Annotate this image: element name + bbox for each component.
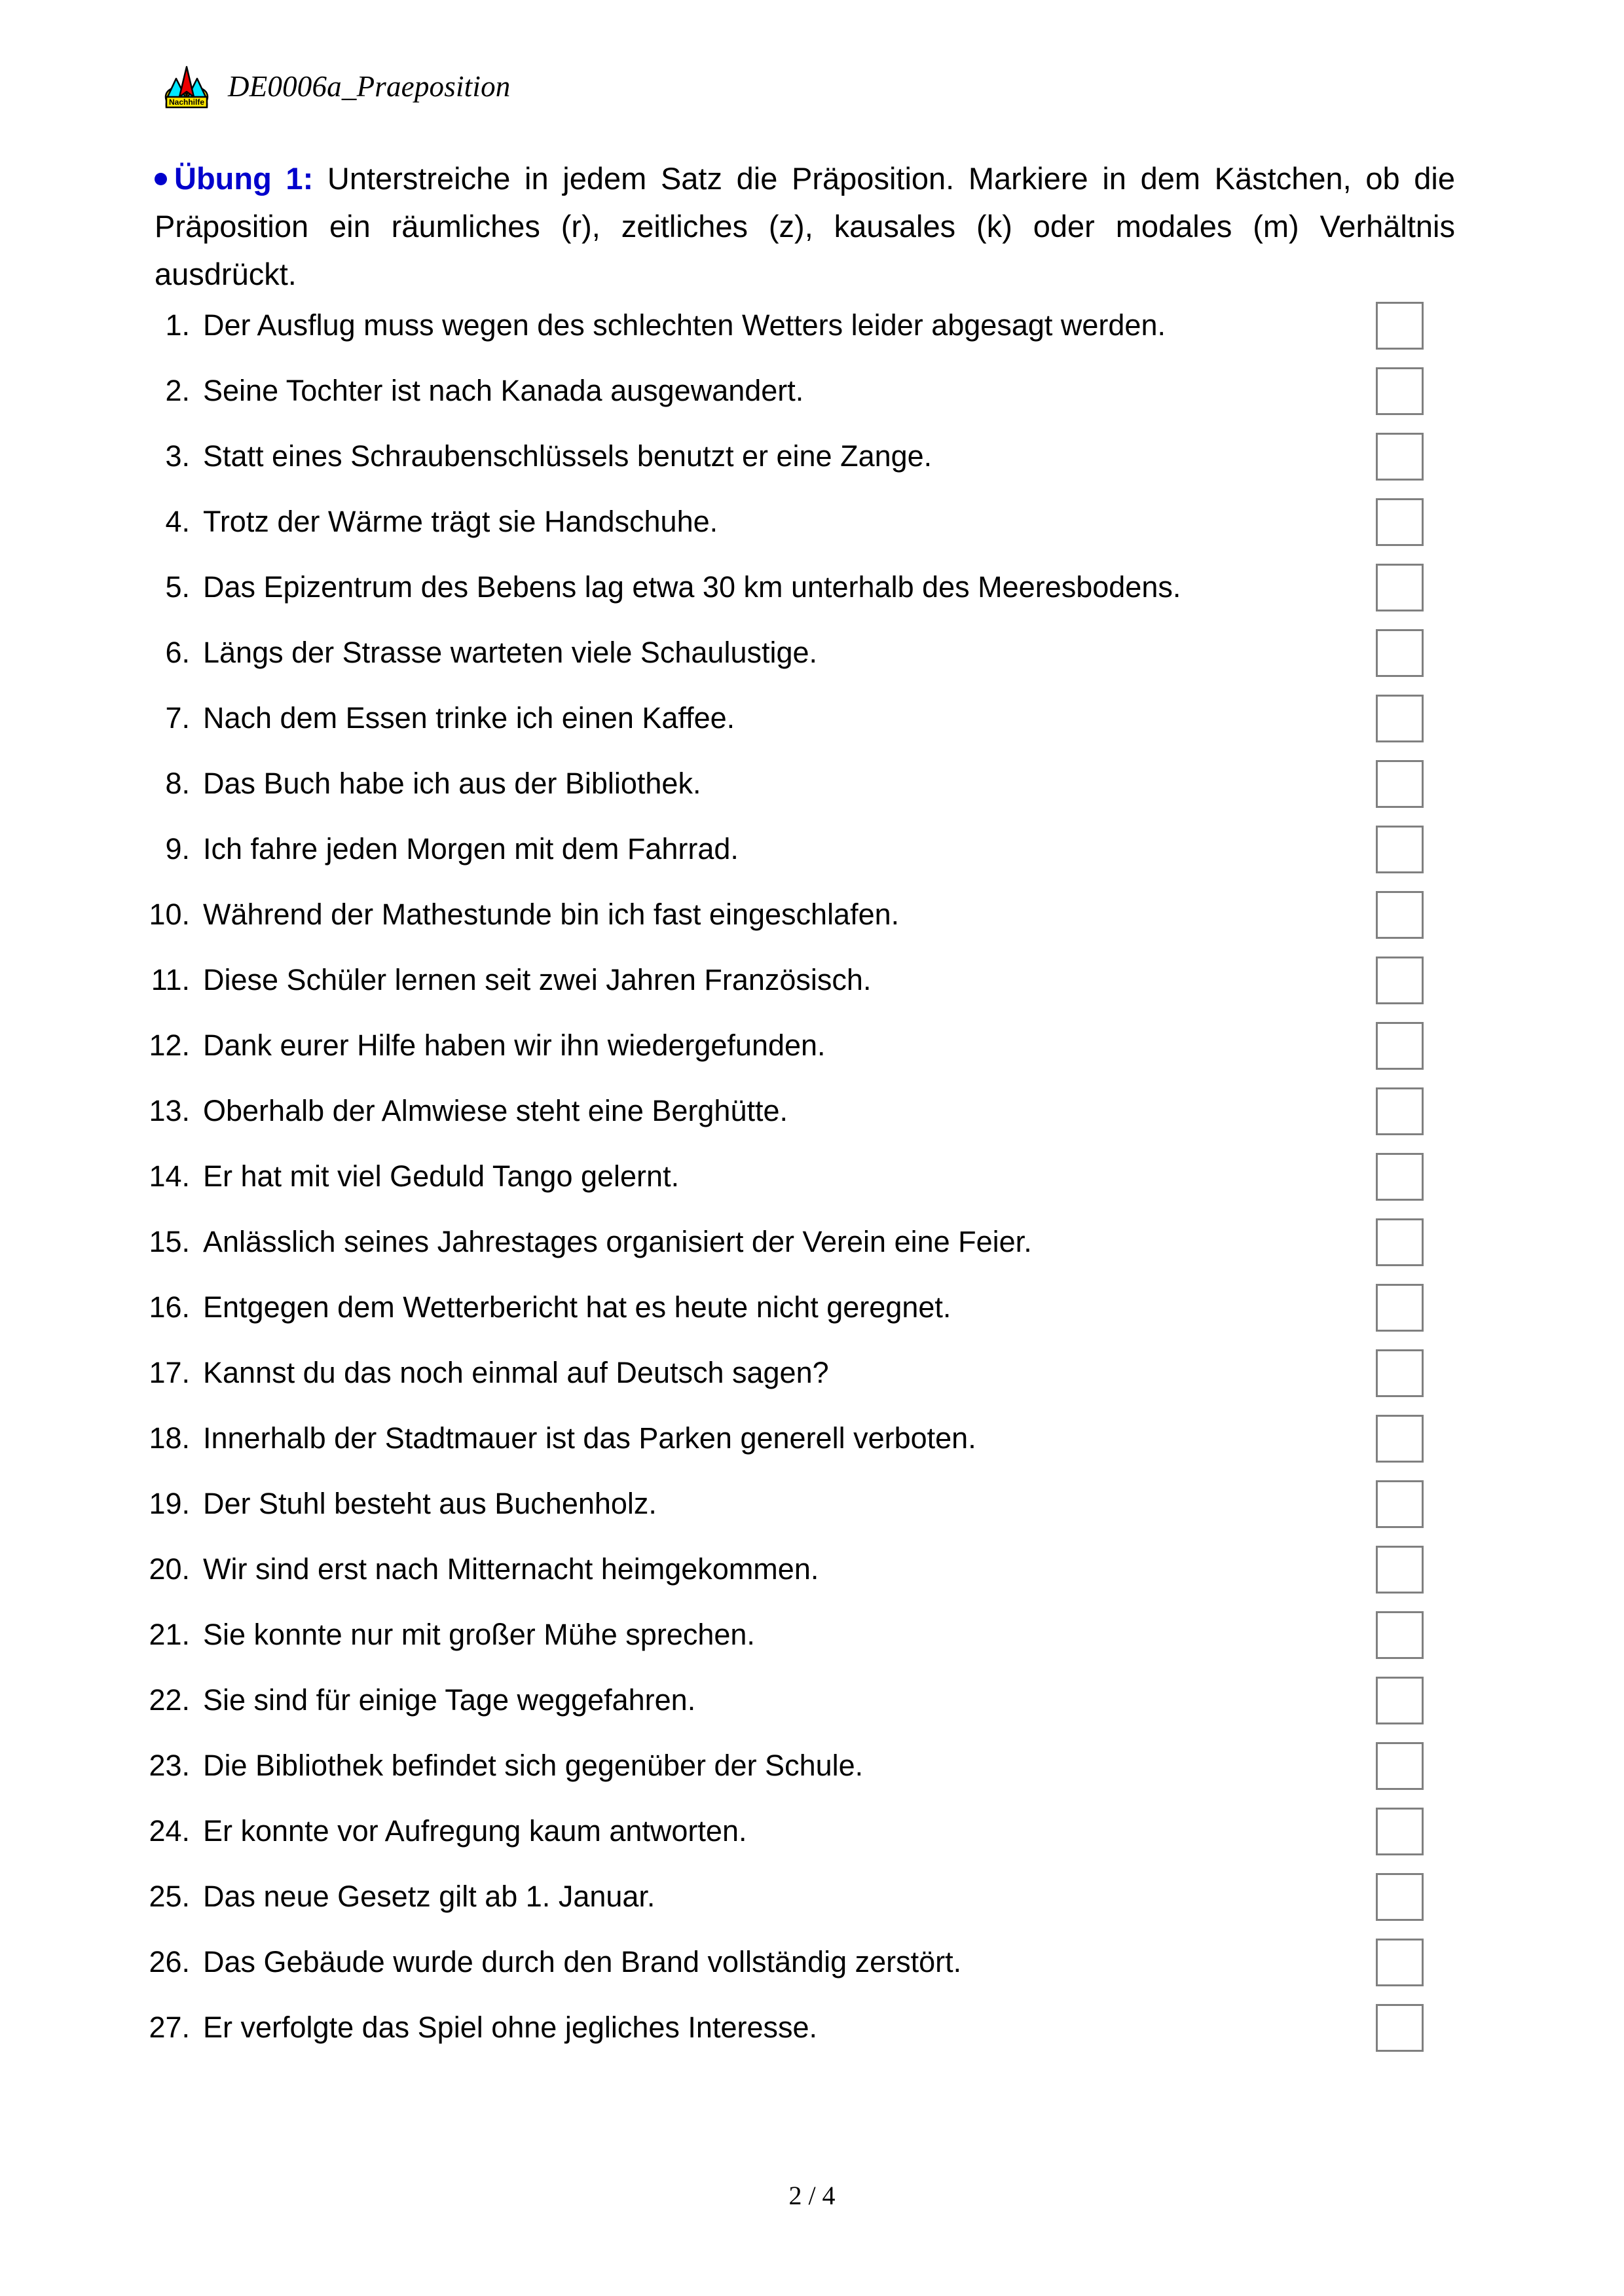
answer-checkbox[interactable] bbox=[1376, 367, 1424, 415]
answer-checkbox[interactable] bbox=[1376, 564, 1424, 611]
answer-checkbox[interactable] bbox=[1376, 1611, 1424, 1659]
answer-checkbox[interactable] bbox=[1376, 1677, 1424, 1724]
task-number: 5. bbox=[165, 570, 190, 604]
task-sentence[interactable]: Seine Tochter ist nach Kanada ausgewandert. bbox=[203, 374, 804, 407]
task-sentence[interactable]: Diese Schüler lernen seit zwei Jahren Französisch. bbox=[203, 963, 872, 996]
task-row bbox=[0, 1667, 1624, 1733]
task-sentence[interactable]: Die Bibliothek befindet sich gegenüber der Schule. bbox=[203, 1749, 864, 1782]
answer-checkbox[interactable] bbox=[1376, 1808, 1424, 1855]
answer-checkbox[interactable] bbox=[1376, 1153, 1424, 1201]
task-sentence[interactable]: Sie sind für einige Tage weggefahren. bbox=[203, 1683, 696, 1717]
task-sentence[interactable]: Ich fahre jeden Morgen mit dem Fahrrad. bbox=[203, 832, 739, 866]
task-sentence[interactable]: Er hat mit viel Geduld Tango gelernt. bbox=[203, 1159, 680, 1193]
document-header bbox=[162, 63, 510, 110]
answer-checkbox[interactable] bbox=[1376, 1939, 1424, 1986]
instruction-text: Unterstreiche in jedem Satz die Präposition. Markiere in dem Kästchen, ob die Präposition ein räumliches (r), zeitliches (z), kausales (k) oder modales (m) Verhältnis ausdrückt. bbox=[155, 161, 1455, 291]
task-number: 3. bbox=[165, 439, 190, 473]
answer-checkbox[interactable] bbox=[1376, 498, 1424, 546]
task-row bbox=[0, 1602, 1624, 1667]
answer-checkbox[interactable] bbox=[1376, 2004, 1424, 2052]
task-row bbox=[0, 1864, 1624, 1929]
answer-checkbox[interactable] bbox=[1376, 760, 1424, 808]
task-row bbox=[0, 1209, 1624, 1275]
answer-checkbox[interactable] bbox=[1376, 1284, 1424, 1332]
task-row bbox=[0, 358, 1624, 424]
answer-checkbox[interactable] bbox=[1376, 1349, 1424, 1397]
document-title: DE0006a_Praeposition bbox=[228, 69, 511, 103]
task-number: 15. bbox=[149, 1225, 190, 1258]
bullet-icon bbox=[155, 173, 167, 185]
task-sentence[interactable]: Er konnte vor Aufregung kaum antworten. bbox=[203, 1814, 747, 1848]
task-row bbox=[0, 1275, 1624, 1340]
task-row bbox=[0, 1340, 1624, 1406]
task-row bbox=[0, 1798, 1624, 1864]
task-sentence[interactable]: Oberhalb der Almwiese steht eine Berghütte. bbox=[203, 1094, 788, 1127]
task-number: 4. bbox=[165, 505, 190, 538]
task-sentence[interactable]: Trotz der Wärme trägt sie Handschuhe. bbox=[203, 505, 718, 538]
task-number: 7. bbox=[165, 701, 190, 735]
task-row bbox=[0, 1144, 1624, 1209]
task-row bbox=[0, 489, 1624, 555]
task-list bbox=[0, 293, 1624, 2060]
task-number: 11. bbox=[151, 963, 190, 996]
answer-checkbox[interactable] bbox=[1376, 1546, 1424, 1594]
task-sentence[interactable]: Längs der Strasse warteten viele Schaulustige. bbox=[203, 636, 818, 669]
task-sentence[interactable]: Das Epizentrum des Bebens lag etwa 30 km unterhalb des Meeresbodens. bbox=[203, 570, 1181, 604]
exercise-instruction bbox=[155, 155, 1455, 298]
task-row bbox=[0, 1406, 1624, 1471]
task-number: 25. bbox=[149, 1880, 190, 1913]
task-row bbox=[0, 751, 1624, 816]
answer-checkbox[interactable] bbox=[1376, 891, 1424, 939]
answer-checkbox[interactable] bbox=[1376, 1873, 1424, 1921]
answer-checkbox[interactable] bbox=[1376, 695, 1424, 742]
task-number: 1. bbox=[165, 308, 190, 342]
answer-checkbox[interactable] bbox=[1376, 1022, 1424, 1070]
task-number: 26. bbox=[149, 1945, 190, 1978]
task-number: 19. bbox=[149, 1487, 190, 1520]
nachhilfe-logo-icon bbox=[162, 63, 211, 110]
task-number: 21. bbox=[149, 1618, 190, 1651]
task-row bbox=[0, 620, 1624, 685]
task-number: 20. bbox=[149, 1552, 190, 1586]
answer-checkbox[interactable] bbox=[1376, 629, 1424, 677]
task-sentence[interactable]: Der Stuhl besteht aus Buchenholz. bbox=[203, 1487, 657, 1520]
task-row bbox=[0, 1733, 1624, 1798]
task-sentence[interactable]: Er verfolgte das Spiel ohne jegliches Interesse. bbox=[203, 2011, 818, 2044]
task-row bbox=[0, 816, 1624, 882]
page-footer: 2 / 4 bbox=[788, 2181, 836, 2210]
task-number: 23. bbox=[149, 1749, 190, 1782]
task-sentence[interactable]: Kannst du das noch einmal auf Deutsch sagen? bbox=[203, 1356, 829, 1389]
task-row bbox=[0, 1537, 1624, 1602]
task-row bbox=[0, 1929, 1624, 1995]
task-sentence[interactable]: Statt eines Schraubenschlüssels benutzt er eine Zange. bbox=[203, 439, 932, 473]
task-row bbox=[0, 424, 1624, 489]
answer-checkbox[interactable] bbox=[1376, 1742, 1424, 1790]
task-number: 6. bbox=[165, 636, 190, 669]
task-sentence[interactable]: Anlässlich seines Jahrestages organisiert der Verein eine Feier. bbox=[203, 1225, 1032, 1258]
task-row bbox=[0, 947, 1624, 1013]
task-number: 27. bbox=[149, 2011, 190, 2044]
exercise-label: Übung 1: bbox=[174, 161, 314, 196]
answer-checkbox[interactable] bbox=[1376, 433, 1424, 481]
task-sentence[interactable]: Innerhalb der Stadtmauer ist das Parken generell verboten. bbox=[203, 1421, 976, 1455]
answer-checkbox[interactable] bbox=[1376, 1218, 1424, 1266]
task-number: 2. bbox=[165, 374, 190, 407]
svg-text:Nachhilfe: Nachhilfe bbox=[168, 98, 205, 107]
task-number: 16. bbox=[149, 1290, 190, 1324]
task-sentence[interactable]: Das Gebäude wurde durch den Brand vollständig zerstört. bbox=[203, 1945, 962, 1978]
task-number: 22. bbox=[149, 1683, 190, 1717]
task-sentence[interactable]: Dank eurer Hilfe haben wir ihn wiedergefunden. bbox=[203, 1029, 826, 1062]
answer-checkbox[interactable] bbox=[1376, 1087, 1424, 1135]
task-sentence[interactable]: Entgegen dem Wetterbericht hat es heute nicht geregnet. bbox=[203, 1290, 951, 1324]
task-number: 9. bbox=[165, 832, 190, 866]
task-row bbox=[0, 555, 1624, 620]
task-number: 10. bbox=[149, 898, 190, 931]
task-sentence[interactable]: Das Buch habe ich aus der Bibliothek. bbox=[203, 767, 701, 800]
task-row bbox=[0, 882, 1624, 947]
task-row bbox=[0, 1078, 1624, 1144]
task-sentence[interactable]: Das neue Gesetz gilt ab 1. Januar. bbox=[203, 1880, 655, 1913]
answer-checkbox[interactable] bbox=[1376, 957, 1424, 1004]
task-number: 17. bbox=[149, 1356, 190, 1389]
task-row bbox=[0, 1013, 1624, 1078]
answer-checkbox[interactable] bbox=[1376, 302, 1424, 350]
task-row bbox=[0, 293, 1624, 358]
task-row bbox=[0, 1995, 1624, 2060]
task-number: 18. bbox=[149, 1421, 190, 1455]
task-number: 12. bbox=[149, 1029, 190, 1062]
task-sentence[interactable]: Nach dem Essen trinke ich einen Kaffee. bbox=[203, 701, 735, 735]
task-sentence[interactable]: Während der Mathestunde bin ich fast eingeschlafen. bbox=[203, 898, 900, 931]
answer-checkbox[interactable] bbox=[1376, 1480, 1424, 1528]
answer-checkbox[interactable] bbox=[1376, 1415, 1424, 1463]
task-number: 14. bbox=[149, 1159, 190, 1193]
task-number: 8. bbox=[165, 767, 190, 800]
task-number: 13. bbox=[149, 1094, 190, 1127]
task-row bbox=[0, 685, 1624, 751]
answer-checkbox[interactable] bbox=[1376, 826, 1424, 873]
task-number: 24. bbox=[149, 1814, 190, 1848]
task-sentence[interactable]: Der Ausflug muss wegen des schlechten Wetters leider abgesagt werden. bbox=[203, 308, 1166, 342]
task-sentence[interactable]: Sie konnte nur mit großer Mühe sprechen. bbox=[203, 1618, 755, 1651]
task-sentence[interactable]: Wir sind erst nach Mitternacht heimgekommen. bbox=[203, 1552, 819, 1586]
task-row bbox=[0, 1471, 1624, 1537]
